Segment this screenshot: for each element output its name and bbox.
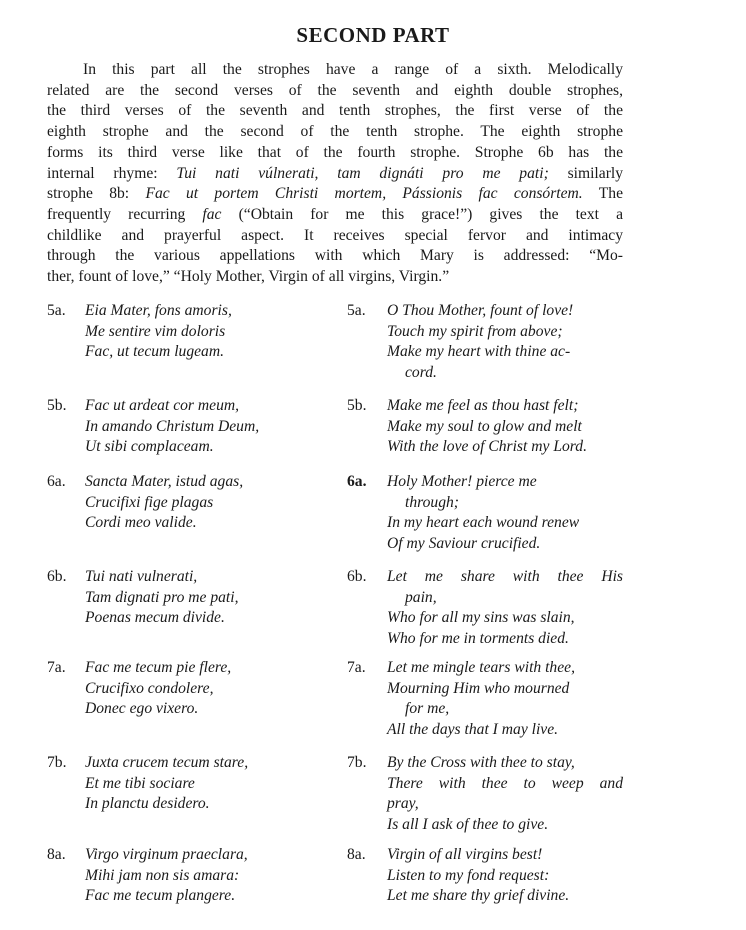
verse-line: Let me share thy grief divine.: [387, 887, 570, 904]
verse-line: In planctu desidero.: [85, 795, 210, 812]
verse-line: Ut sibi complaceam.: [85, 438, 214, 455]
verse-line: Make my soul to glow and melt: [387, 417, 582, 435]
strophe-number: 5a.: [47, 302, 66, 319]
verse-line: Is all I ask of thee to give.: [387, 815, 549, 833]
verse-line: Fac me tecum plangere.: [85, 887, 236, 904]
intro-line: eighth strophe and the second of the tenth strophe. The eighth strophe: [47, 123, 623, 141]
verse-line: Cordi meo valide.: [85, 514, 197, 531]
verse-line: Let me mingle tears with thee,: [387, 659, 575, 676]
intro-line: forms its third verse like that of the fourth strophe. Strophe 6b has the: [47, 143, 623, 161]
verse-line: Holy Mother! pierce me: [387, 473, 537, 490]
strophe-number: 7b.: [347, 754, 367, 771]
intro-line: ther, fount of love,” “Holy Mother, Virgin of all virgins, Virgin.”: [47, 268, 450, 286]
verse-line: By the Cross with thee to stay,: [387, 754, 575, 771]
intro-line: strophe 8b: Fac ut portem Christi mortem, Pássionis fac consórtem. The: [47, 185, 623, 203]
intro-line: frequently recurring fac (“Obtain for me this grace!”) gives the text a: [47, 205, 623, 223]
intro-line: through the various appellations with which Mary is addressed: “Mo-: [47, 247, 623, 265]
verse-line: Fac ut ardeat cor meum,: [85, 397, 240, 414]
verse-line: Tam dignati pro me pati,: [85, 588, 239, 606]
strophe-number: 6b.: [47, 568, 67, 585]
intro-quote-6b: Tui nati vúlnerati, tam dignáti pro me pati;: [176, 164, 549, 182]
strophe-number: 7a.: [347, 659, 366, 676]
verse-line: for me,: [405, 700, 450, 717]
intro-paragraph: [47, 60, 623, 288]
verse-line: Juxta crucem tecum stare,: [85, 754, 249, 771]
verse-line: Make me feel as thou hast felt;: [387, 397, 579, 414]
verse-line: Virgo virginum praeclara,: [85, 846, 248, 863]
verse-line: Tui nati vulnerati,: [85, 568, 198, 585]
verse-line: O Thou Mother, fount of love!: [387, 302, 574, 319]
intro-line: childlike and prayerful aspect. It receives special fervor and intimacy: [47, 226, 623, 244]
strophe-number: 5b.: [47, 397, 67, 414]
verse-line: Eia Mater, fons amoris,: [85, 302, 232, 319]
verse-line: In my heart each wound renew: [387, 514, 580, 531]
verse-line: There with thee to weep and: [387, 774, 623, 792]
verse-line: Let me share with thee His: [387, 568, 623, 585]
intro-line: In this part all the strophes have a range of a sixth. Melodically: [83, 61, 623, 78]
verse-line: Mourning Him who mourned: [387, 679, 570, 697]
verse-line: Mihi jam non sis amara:: [85, 866, 240, 884]
verse-line: Sancta Mater, istud agas,: [85, 473, 244, 490]
verse-line: Poenas mecum divide.: [85, 609, 225, 626]
verse-line: pain,: [405, 588, 437, 606]
strophe-number: 5b.: [347, 397, 367, 414]
verse-line: Virgin of all virgins best!: [387, 846, 543, 863]
verse-line: Fac me tecum pie flere,: [85, 659, 232, 676]
verse-line: Touch my spirit from above;: [387, 322, 563, 340]
verse-line: pray,: [387, 795, 419, 812]
verse-line: All the days that I may live.: [387, 720, 559, 738]
verse-line: Fac, ut tecum lugeam.: [85, 343, 225, 360]
strophe-number: 6a.: [47, 473, 66, 490]
strophe-number: 8a.: [47, 846, 66, 863]
strophe-number: 5a.: [347, 302, 366, 319]
strophe-number: 7a.: [47, 659, 66, 676]
verse-line: Donec ego vixero.: [85, 700, 199, 717]
verse-line: Listen to my fond request:: [387, 866, 550, 884]
strophe-number: 8a.: [347, 846, 366, 863]
verse-line: Who for all my sins was slain,: [387, 609, 575, 626]
page-title: SECOND PART: [296, 23, 450, 47]
strophe-number: 6b.: [347, 568, 367, 585]
verse-line: Me sentire vim doloris: [85, 322, 226, 340]
intro-line: the third verses of the seventh and tenth strophes, the first verse of the: [47, 102, 623, 120]
verse-line: cord.: [405, 363, 437, 381]
verse-line: Crucifixi fige plagas: [85, 493, 214, 511]
intro-line: internal rhyme: Tui nati vúlnerati, tam dignáti pro me pati; similarly: [47, 164, 624, 182]
strophe-number: 7b.: [47, 754, 67, 771]
verse-line: Of my Saviour crucified.: [387, 534, 541, 552]
verse-line: Make my heart with thine ac-: [387, 343, 571, 360]
intro-quote-8b: Fac ut portem Christi mortem, Pássionis fac consórtem.: [145, 185, 583, 203]
verse-line: In amando Christum Deum,: [85, 417, 260, 435]
strophe-number: 6a.: [347, 473, 367, 490]
verse-line: Et me tibi sociare: [85, 774, 195, 792]
intro-word-fac: fac: [202, 205, 222, 223]
verse-line: Who for me in torments died.: [387, 629, 569, 647]
verse-line: Crucifixo condolere,: [85, 679, 214, 697]
verse-line: With the love of Christ my Lord.: [387, 438, 587, 455]
intro-line: related are the second verses of the seventh and eighth double strophes,: [47, 81, 623, 99]
verse-line: through;: [405, 493, 459, 511]
